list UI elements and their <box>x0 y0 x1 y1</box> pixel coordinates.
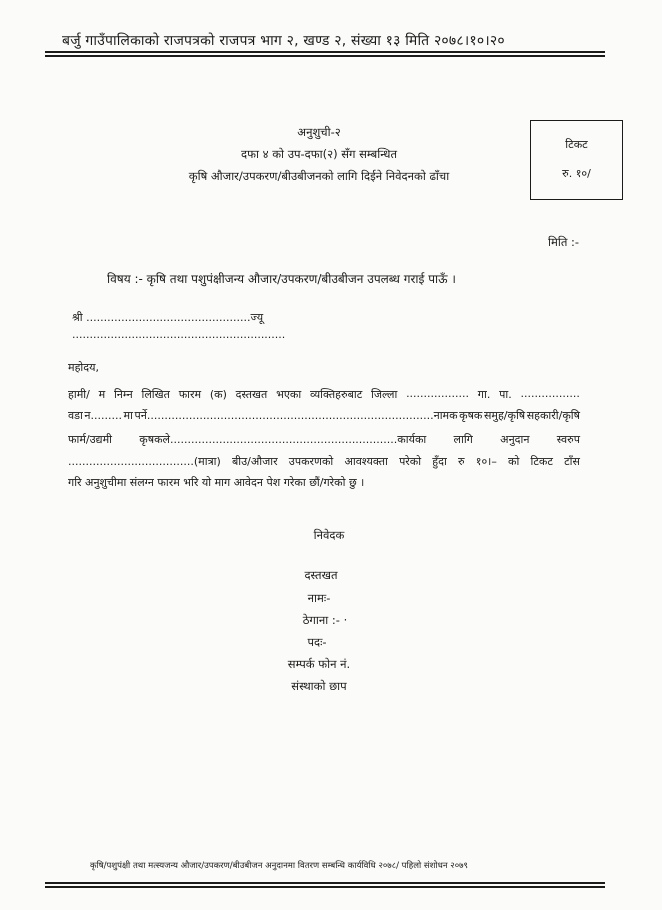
body-word: वडा <box>68 409 83 422</box>
body-line-4 <box>68 454 580 469</box>
body-word: गा. <box>477 388 491 401</box>
header-rule <box>45 51 605 53</box>
gazette-header: बर्जु गाउँपालिकाको राजपत्रको राजपत्र भाग २, खण्ड २, संख्या १३ मिति २०७८।१०।२० <box>62 33 505 49</box>
body-word: हामी/ <box>68 388 90 401</box>
body-word: पा. <box>499 388 512 401</box>
body-word: परेको <box>399 455 422 468</box>
position-label: पदः- <box>307 635 327 649</box>
body-word: कृषकले.................................................................कार्यका <box>139 433 427 446</box>
body-word: आवश्यक्ता <box>344 455 388 468</box>
body-word: फारम <box>178 388 202 401</box>
body-word: व्यक्तिहरुबाट <box>310 388 363 401</box>
seal-label: संस्थाको छाप <box>291 679 347 693</box>
body-word: लिखित <box>141 388 170 401</box>
name-label: नामः- <box>307 591 331 605</box>
body-word: टिकट <box>530 455 553 468</box>
body-word: समुह/कृषि <box>483 409 526 422</box>
stamp-amount: रु. १०/ <box>562 167 591 180</box>
phone-label: सम्पर्क फोन नं. <box>287 657 351 671</box>
footer-rule <box>45 882 605 884</box>
body-line-3 <box>68 432 580 447</box>
body-word: हुँदा <box>432 455 447 468</box>
body-line-5: गरि अनुशुचीमा संलग्न फारम भरि यो माग आवेदन पेश गरेका छौं/गरेको छु । <box>68 476 365 489</box>
body-word: दस्तखत <box>235 388 268 401</box>
subject-line: विषय :- कृषि तथा पशुपंक्षीजन्य औजार/उपकरण/बीउबीजन उपलब्ध गराई पाऊँ । <box>107 272 456 286</box>
reference-line: दफा ४ को उप-दफा(२) सँग सम्बन्धित <box>240 147 398 161</box>
body-word: अनुदान <box>500 433 530 446</box>
body-word: १०।– <box>475 455 497 468</box>
body-word: न......... <box>84 409 122 422</box>
body-word: म <box>98 388 106 401</box>
body-word: टाँस <box>564 455 580 468</box>
signature-label: दस्तखत <box>304 568 338 582</box>
body-word: भएका <box>276 388 302 401</box>
addressee-dotted-line: ............................................................. <box>72 328 286 341</box>
body-word: (क) <box>209 388 227 401</box>
body-word: को <box>508 455 520 468</box>
body-word: रु <box>457 455 465 468</box>
date-label: मिति :- <box>548 235 580 249</box>
body-word: स्वरुप <box>556 433 580 446</box>
body-word: .................. <box>406 387 470 400</box>
body-line-2 <box>68 408 580 423</box>
body-word: ................. <box>520 387 580 400</box>
body-word: ....................................(मात्रा) <box>68 455 221 468</box>
ticket-stamp-box <box>530 120 623 200</box>
form-title: कृषि औजार/उपकरण/बीउबीजनको लागि दिईने निवेदनको ढाँचा <box>188 169 450 183</box>
body-word: कृषक <box>459 409 483 422</box>
body-word: पर्ने..................................................................................नामक <box>134 409 458 422</box>
body-word: बीउ/औजार <box>231 455 278 468</box>
stamp-label: टिकट <box>565 138 588 151</box>
body-word: लागि <box>453 433 473 446</box>
body-word: मा <box>123 409 133 422</box>
body-word: जिल्ला <box>371 388 398 401</box>
addressee-line: श्री ...............................................ज्यू <box>72 311 264 324</box>
body-word: निम्न <box>113 388 133 401</box>
body-word: उपकरणको <box>288 455 334 468</box>
schedule-title: अनुशुची-२ <box>297 125 341 139</box>
address-label: ठेगाना :- · <box>302 613 348 627</box>
footer-text: कृषि/पशुपंक्षी तथा मत्स्यजन्य औजार/उपकरण/बीउबीजन अनुदानमा वितरण सम्बन्धि कार्यविधि २०७८/ पहिलो संशोधन २०७९ <box>90 861 468 871</box>
applicant-heading: निवेदक <box>313 528 345 542</box>
body-word: फार्म/उद्यमी <box>68 433 112 446</box>
body-line-1 <box>68 387 580 402</box>
footer-rule-thin <box>45 886 605 888</box>
salutation: महोदय, <box>68 361 99 374</box>
header-rule-thin <box>45 55 605 57</box>
body-word: सहकारी/कृषि <box>526 409 580 422</box>
